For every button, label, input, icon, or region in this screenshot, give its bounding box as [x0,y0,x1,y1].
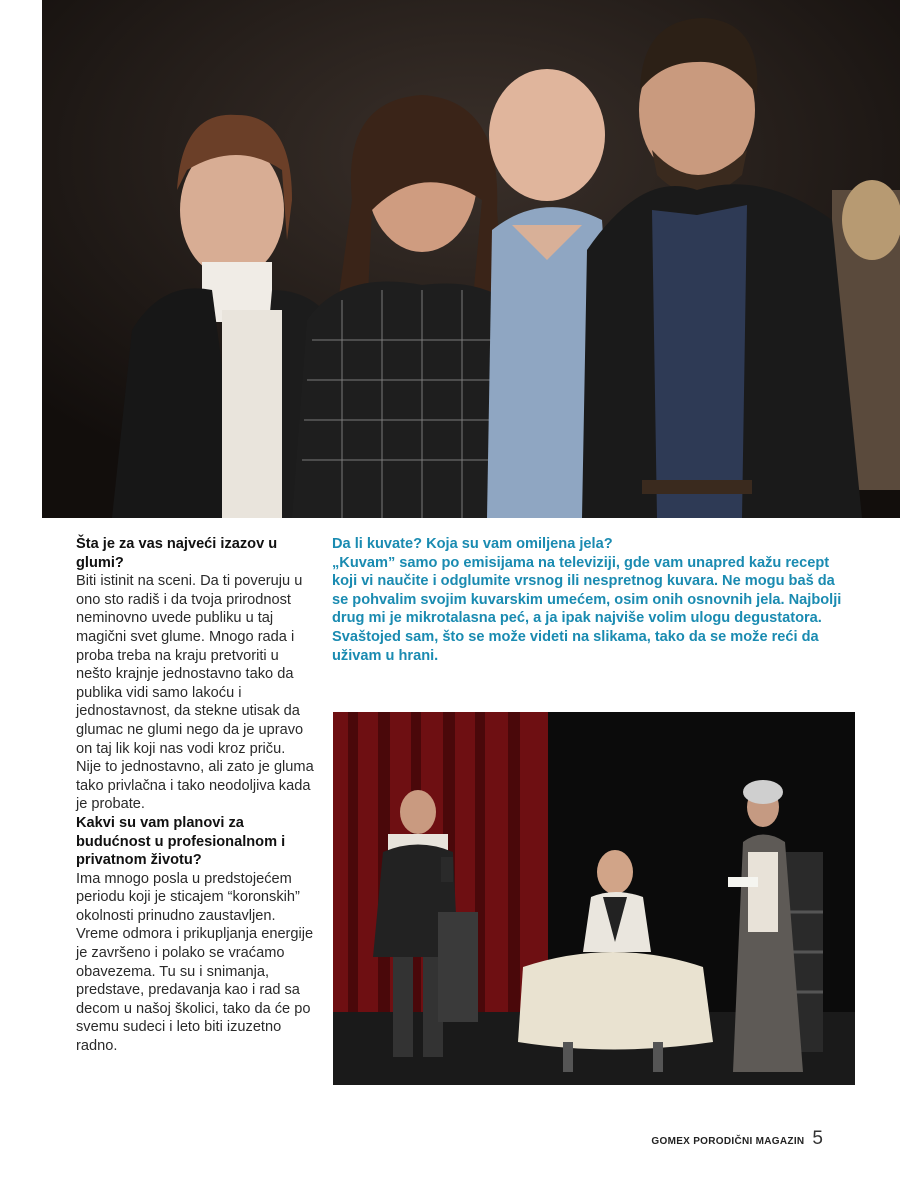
stage-photo [333,712,855,1085]
question-cooking: Da li kuvate? Koja su vam omiljena jela? [332,536,613,552]
question-challenge: Šta je za vas najveći izazov u glumi? [76,536,278,571]
right-column [332,535,852,665]
answer-cooking: „Kuvam” samo po emisijama na televiziji, gde vam unapred kažu recept koji vi naučite i odglumite vrsnog ili nespretnog kuvara. Ne mogu baš da se pohvalim svojim kuvarskim umećem, osim onih osnovnih jela. Najbolji drug mi je mikrotalasna peć, a ja ipak najviše volim ulogu degustatora. Svaštojed sam, što se može videti na slikama, tako da se može reći da uživam u hrani. [332,554,842,664]
magazine-name: GOMEX PORODIČNI MAGAZIN [651,1136,805,1147]
answer-plans: Ima mnogo posla u predstojećem periodu koji je sticajem “koronskih” okolnosti prinudno zaustavljen. Vreme odmora i prikupljanja energije je završeno i polako se vraćamo obavezema. Tu su i snimanja, predstave, predavanja kao i rad sa decom u našoj školici, tako da će po svemu sudeci i leto biti izuzetno radno. [76,870,314,1055]
page-footer [651,1128,823,1150]
question-plans: Kakvi su vam planovi za budućnost u profesionalnom i privatnom životu? [76,814,286,869]
answer-challenge: Biti istinit na sceni. Da ti poveruju u ono sto radiš i da tvoja prirodnost neminovno uvede publiku u taj magični svet glume. Mnogo rada i proba treba na kraju pretvoriti u nešto krajnje jednostavno tako da publika vidi samo lakoću i jednostavnost, da stekne utisak da glumac ne glumi nego da je upravo on taj lik koji nas vodi kroz priču. Nije to jednostavno, ali zato je gluma tako privlačna i tako neodoljiva kada je probate. [76,573,314,813]
group-photo [42,0,900,518]
group-photo-illustration [42,0,900,518]
stage-photo-illustration [333,712,855,1085]
page-number: 5 [812,1128,823,1149]
left-column [76,535,314,1056]
